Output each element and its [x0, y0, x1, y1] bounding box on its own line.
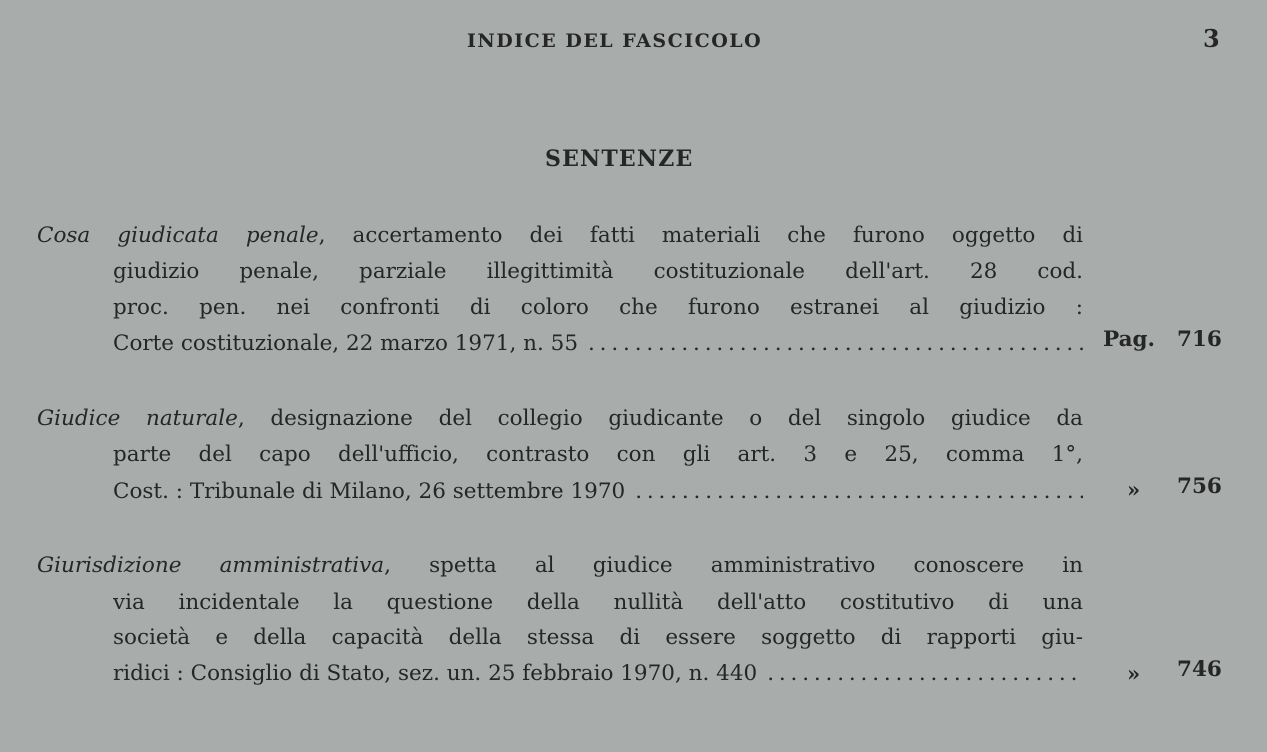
- entry-line: società e della capacità della stessa di essere soggetto di rapporti giu-: [113, 625, 1083, 650]
- leader-dots: [635, 477, 1083, 507]
- entry-text: ridici : Consiglio di Stato, sez. un. 25 febbraio 1970, n. 440: [113, 661, 758, 686]
- entry-line: [113, 329, 1083, 359]
- page-label: Pag.: [1103, 327, 1156, 352]
- section-title: SENTENZE: [545, 146, 694, 172]
- entry-text: Corte costituzionale, 22 marzo 1971, n. 55: [113, 331, 579, 356]
- ditto-mark: »: [1127, 477, 1141, 502]
- entry-line: [37, 221, 1083, 251]
- entry-line: [113, 477, 1083, 507]
- entry-line: via incidentale la questione della nullità dell'atto costitutivo di una: [113, 590, 1083, 615]
- leader-dots: [767, 659, 1083, 689]
- leader-dots: [588, 329, 1083, 359]
- entry-line: [37, 551, 1083, 581]
- entry-line: [37, 404, 1083, 434]
- running-header: INDICE DEL FASCICOLO: [467, 30, 763, 52]
- page-ref: 716: [1177, 327, 1222, 352]
- entry-text: , accertamento dei fatti materiali che furono oggetto di: [318, 223, 1083, 248]
- entry-subject: Cosa giudicata penale: [37, 223, 319, 248]
- ditto-mark: »: [1127, 661, 1141, 686]
- page-ref: 746: [1177, 657, 1222, 682]
- entry-text: Cost. : Tribunale di Milano, 26 settembre 1970: [113, 479, 626, 504]
- entry-line: parte del capo dell'ufficio, contrasto con gli art. 3 e 25, comma 1°,: [113, 442, 1083, 467]
- entry-subject: Giudice naturale: [37, 406, 238, 431]
- entry-text: , designazione del collegio giudicante o del singolo giudice da: [237, 406, 1083, 431]
- page-number: 3: [1203, 24, 1220, 53]
- entry-line: [113, 659, 1083, 689]
- entry-text: , spetta al giudice amministrativo conoscere in: [384, 553, 1083, 578]
- entry-subject: Giurisdizione amministrativa: [37, 553, 385, 578]
- entry-line: giudizio penale, parziale illegittimità costituzionale dell'art. 28 cod.: [113, 259, 1083, 284]
- page-ref: 756: [1177, 474, 1222, 499]
- entry-line: proc. pen. nei confronti di coloro che furono estranei al giudizio :: [113, 295, 1083, 320]
